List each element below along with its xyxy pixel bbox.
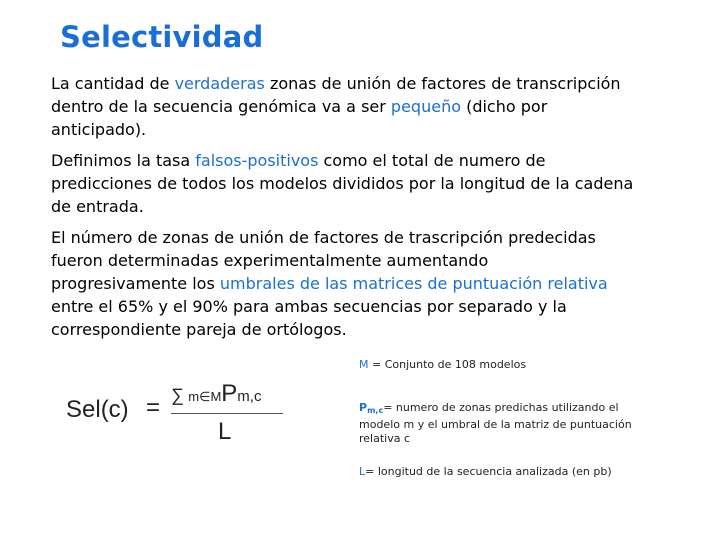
highlight-term: pequeño	[390, 97, 461, 116]
fraction-line	[171, 413, 283, 414]
legend-text: = numero de zonas predichas utilizando el modelo m y el umbral de la matriz de puntuación relativa c	[359, 401, 632, 445]
highlight-term: verdaderas	[174, 74, 265, 93]
paragraph-text: zonas de unión de factores de transcripción dentro de la secuencia genómica va a ser	[51, 74, 621, 116]
paragraph-text: entre el 65% y el 90% para ambas secuencias por separado y la correspondiente pareja de ortólogos.	[51, 297, 567, 339]
legend-m	[359, 358, 659, 372]
legend-text: = Conjunto de 108 modelos	[368, 358, 527, 371]
paragraph-true-sites	[51, 72, 641, 141]
formula-p: P	[221, 380, 238, 407]
legend-symbol: L	[359, 465, 366, 478]
legend-l	[359, 465, 659, 479]
legend-symbol: M	[359, 358, 369, 371]
sum-index: m∈M	[188, 389, 222, 404]
paragraph-false-positive-rate	[51, 149, 641, 218]
legend-p	[359, 401, 649, 446]
paragraph-text: como el total de numero de predicciones de todos los modelos divididos por la longitud de la cadena de entrada.	[51, 151, 634, 216]
formula-lhs: Sel(c)	[66, 396, 129, 423]
formula-numerator	[171, 380, 261, 408]
selectivity-formula	[66, 378, 296, 448]
formula-p-subscript: m,c	[237, 388, 262, 405]
highlight-term: umbrales de las matrices de puntuación relativa	[219, 274, 608, 293]
formula-equals: =	[146, 394, 161, 421]
paragraph-text: El número de zonas de unión de factores de trascripción predecidas fueron determinadas experimentalmente aumentando progresivamente los	[51, 228, 596, 293]
paragraph-text: (dicho por anticipado).	[51, 97, 548, 139]
legend-text: = longitud de la secuencia analizada (en pb)	[365, 465, 612, 478]
slide-title: Selectividad	[60, 20, 264, 54]
legend-symbol: P	[359, 401, 368, 414]
sigma-symbol: ∑	[171, 385, 184, 405]
paragraph-thresholds	[51, 226, 626, 341]
legend-symbol-subscript: m,c	[367, 406, 384, 415]
highlight-term: falsos-positivos	[195, 151, 319, 170]
paragraph-text: La cantidad de	[51, 74, 175, 93]
paragraph-text: Definimos la tasa	[51, 151, 196, 170]
formula-denominator: L	[218, 418, 232, 445]
